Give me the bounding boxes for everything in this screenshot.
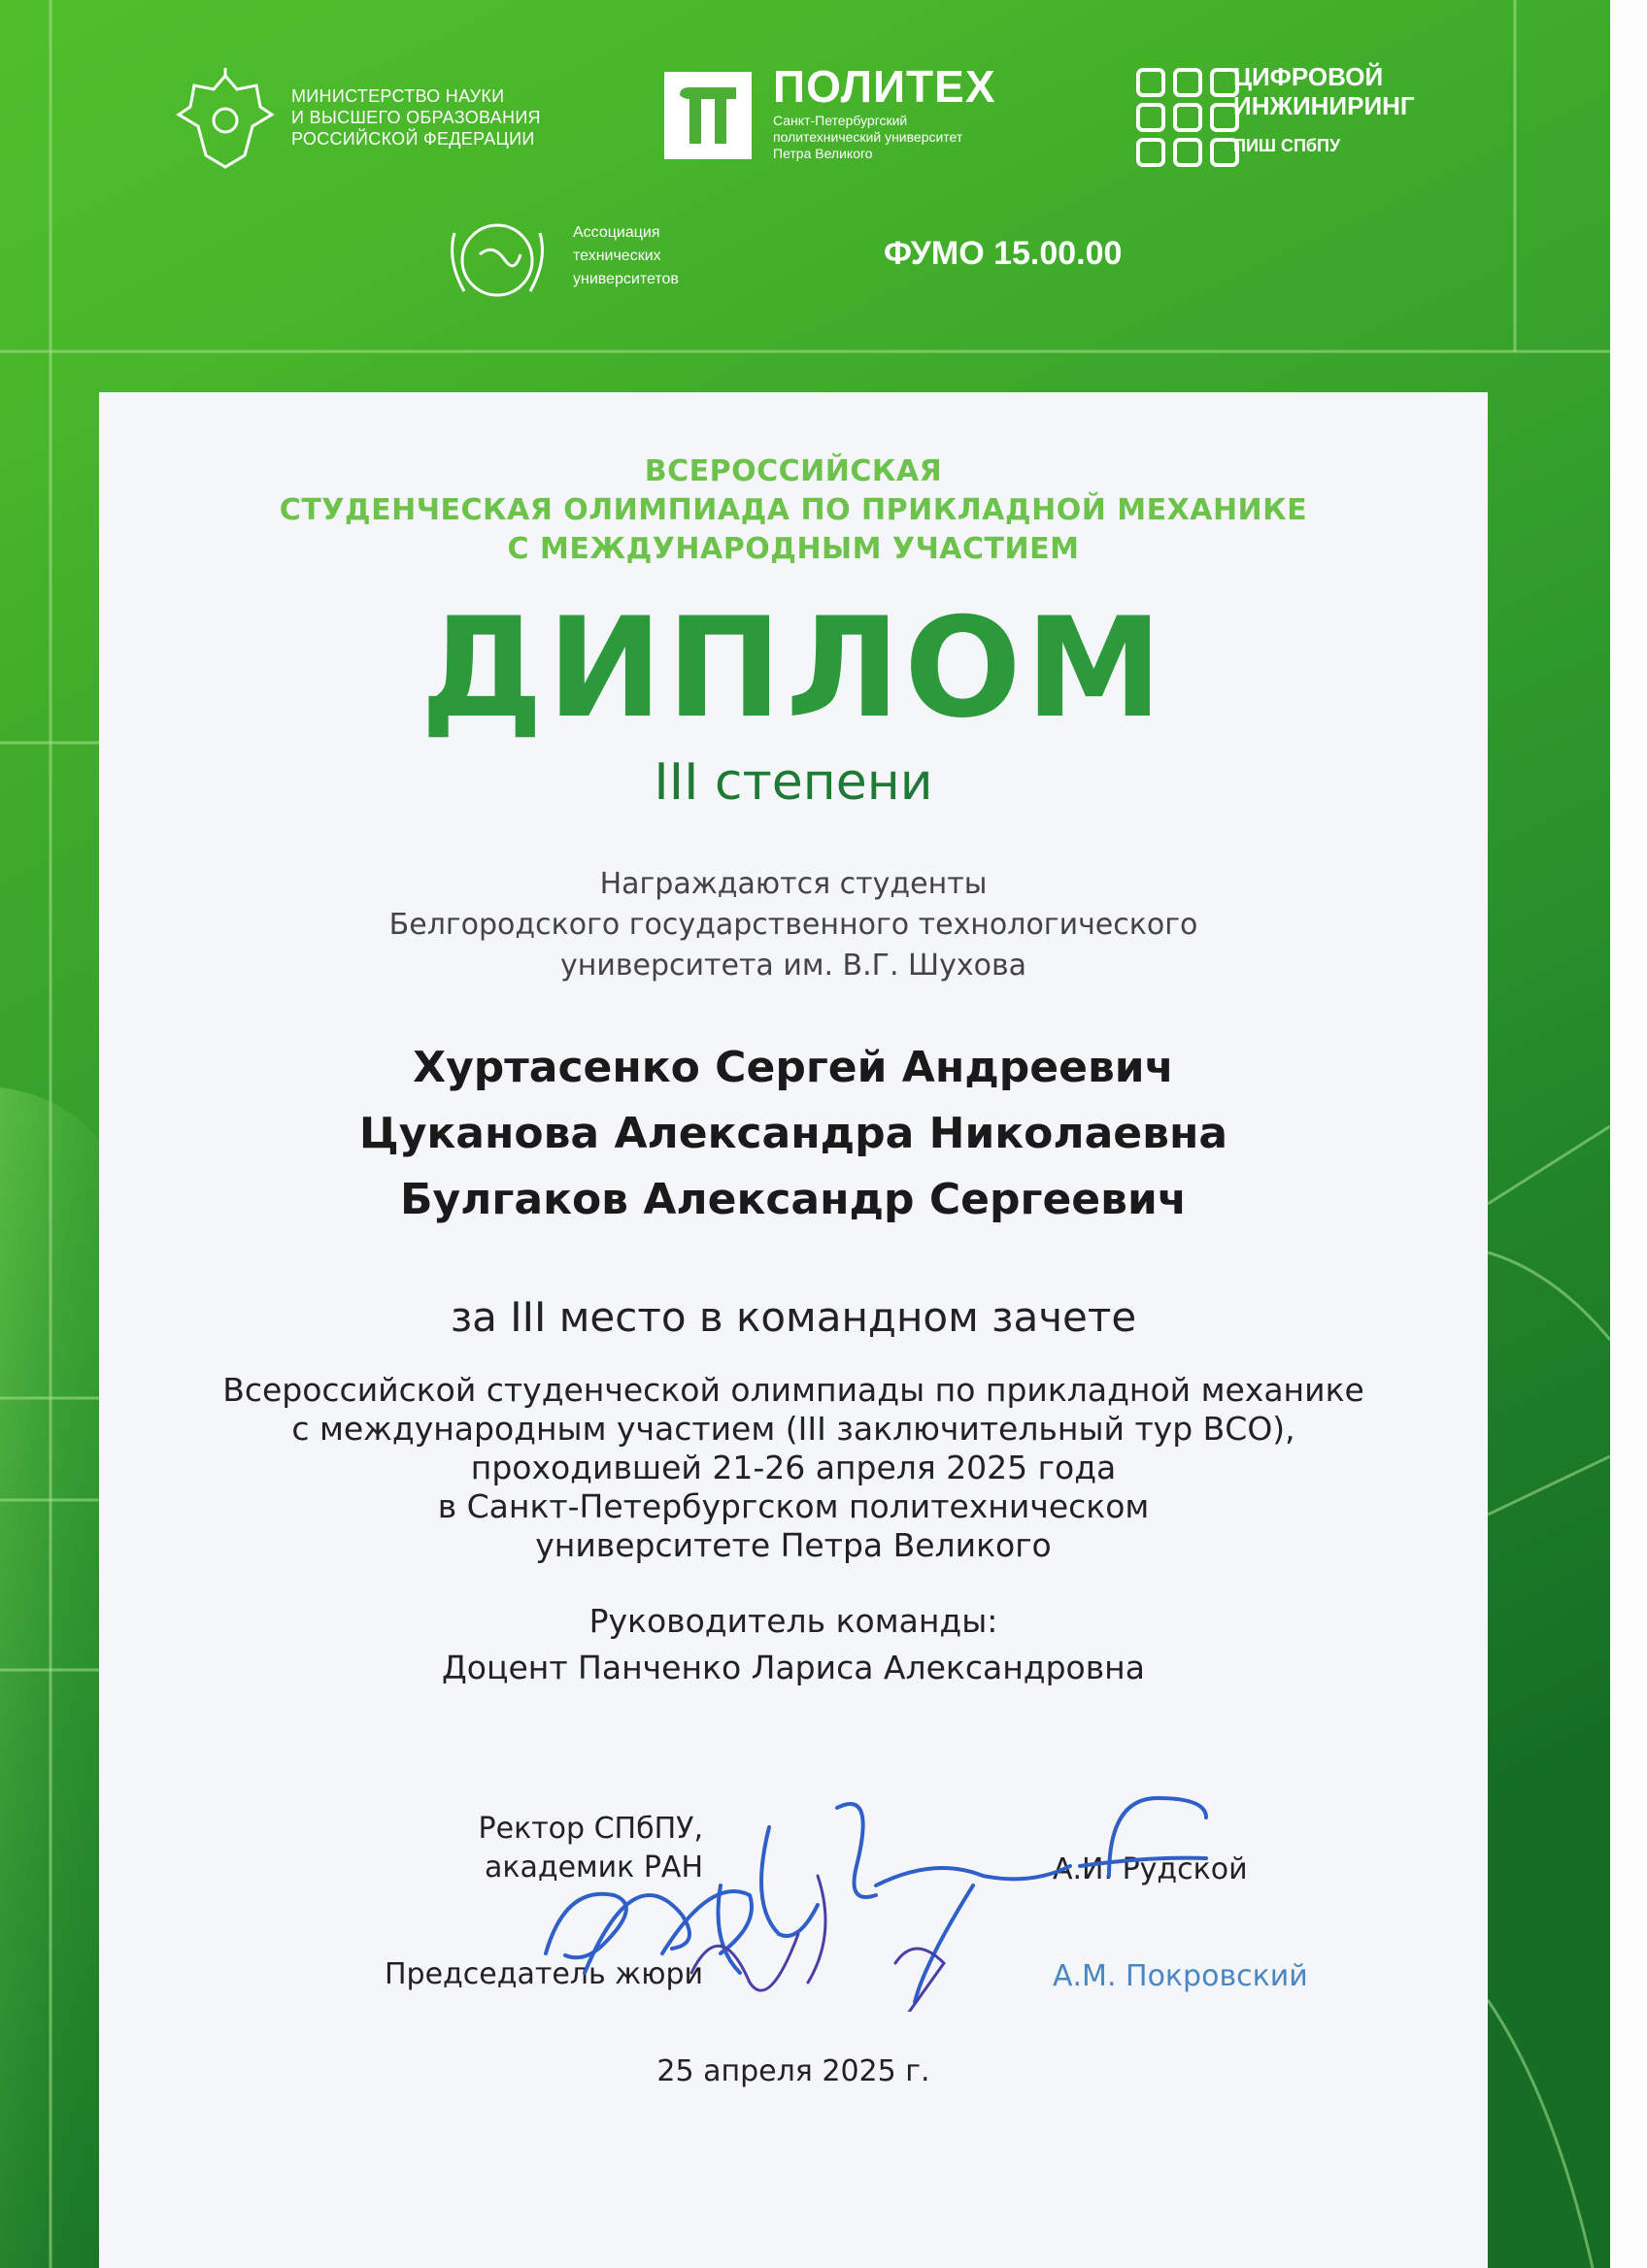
team-leader-label: Руководитель команды: (588, 1602, 998, 1640)
diploma-degree: III степени (654, 753, 933, 812)
team-leader-name: Доцент Панченко Лариса Александровна (442, 1649, 1145, 1686)
rector-title-line-1: Ректор СПбПУ, (478, 1812, 703, 1846)
ministry-text (291, 85, 541, 150)
association-line-2: технических (573, 248, 661, 264)
polytech-subtitle (773, 113, 962, 162)
achievement-text: за III место в командном зачете (450, 1293, 1137, 1341)
polytech-name: ПОЛИТЕХ (773, 61, 996, 112)
ministry-line-3: РОССИЙСКОЙ ФЕДЕРАЦИИ (291, 129, 535, 149)
description-line: в Санкт-Петербургском политехническом (437, 1487, 1150, 1525)
student-name: Цуканова Александра Николаевна (358, 1109, 1228, 1158)
digital-engineering-title (1233, 62, 1415, 120)
awarded-line-2: Белгородского государственного технологического (388, 908, 1198, 942)
olympiad-title (99, 452, 1488, 569)
digital-line-2: ИНЖИНИРИНГ (1233, 91, 1415, 120)
diploma-date: 25 апреля 2025 г. (656, 2054, 930, 2088)
fumo-code: ФУМО 15.00.00 (884, 235, 1123, 272)
pi-icon (664, 72, 752, 159)
association-line-3: университетов (573, 271, 679, 287)
paper-edge (1610, 0, 1647, 2268)
rector-title-line-2: академик РАН (484, 1851, 703, 1884)
polytech-line-2: политехнический университет (773, 129, 963, 145)
polytech-line-1: Санкт-Петербургский (773, 113, 908, 128)
association-text (573, 221, 679, 291)
ministry-line-2: И ВЫСШЕГО ОБРАЗОВАНИЯ (291, 108, 541, 127)
rector-name: А.И. Рудской (1053, 1852, 1248, 1886)
description-line: университете Петра Великого (535, 1526, 1052, 1564)
awarded-text (99, 864, 1488, 986)
diploma-card (99, 392, 1488, 2268)
awarded-line-1: Награждаются студенты (599, 867, 988, 901)
student-name: Булгаков Александр Сергеевич (399, 1175, 1188, 1224)
olympiad-description (99, 1371, 1488, 1565)
description-line: с международным участием (III заключительный тур ВСО), (291, 1410, 1295, 1448)
digital-line-1: ЦИФРОВОЙ (1233, 62, 1384, 91)
student-name: Хуртасенко Сергей Андреевич (413, 1043, 1174, 1092)
olympiad-line-2: СТУДЕНЧЕСКАЯ ОЛИМПИАДА ПО ПРИКЛАДНОЙ МЕХАНИКЕ (279, 493, 1308, 527)
awarded-line-3: университета им. В.Г. Шухова (559, 949, 1027, 983)
polytech-line-3: Петра Великого (773, 146, 873, 161)
olympiad-line-3: С МЕЖДУНАРОДНЫМ УЧАСТИЕМ (507, 532, 1080, 566)
jury-title: Председатель жюри (384, 1957, 703, 1991)
polytech-logo (664, 72, 752, 159)
team-leader (99, 1598, 1488, 1691)
digital-engineering-sub: ПИШ СПбПУ (1233, 136, 1341, 155)
description-line: Всероссийской студенческой олимпиады по прикладной механике (222, 1371, 1364, 1409)
handwritten-signature (526, 1740, 1226, 2012)
ministry-line-1: МИНИСТЕРСТВО НАУКИ (291, 86, 505, 106)
description-line: проходившей 21-26 апреля 2025 года (470, 1449, 1117, 1486)
jury-chair-name: А.М. Покровский (1053, 1959, 1308, 1993)
association-line-1: Ассоциация (573, 224, 660, 241)
student-names (99, 1035, 1488, 1233)
olympiad-line-1: ВСЕРОССИЙСКАЯ (644, 454, 943, 488)
diploma-title: ДИПЛОМ (420, 588, 1167, 749)
